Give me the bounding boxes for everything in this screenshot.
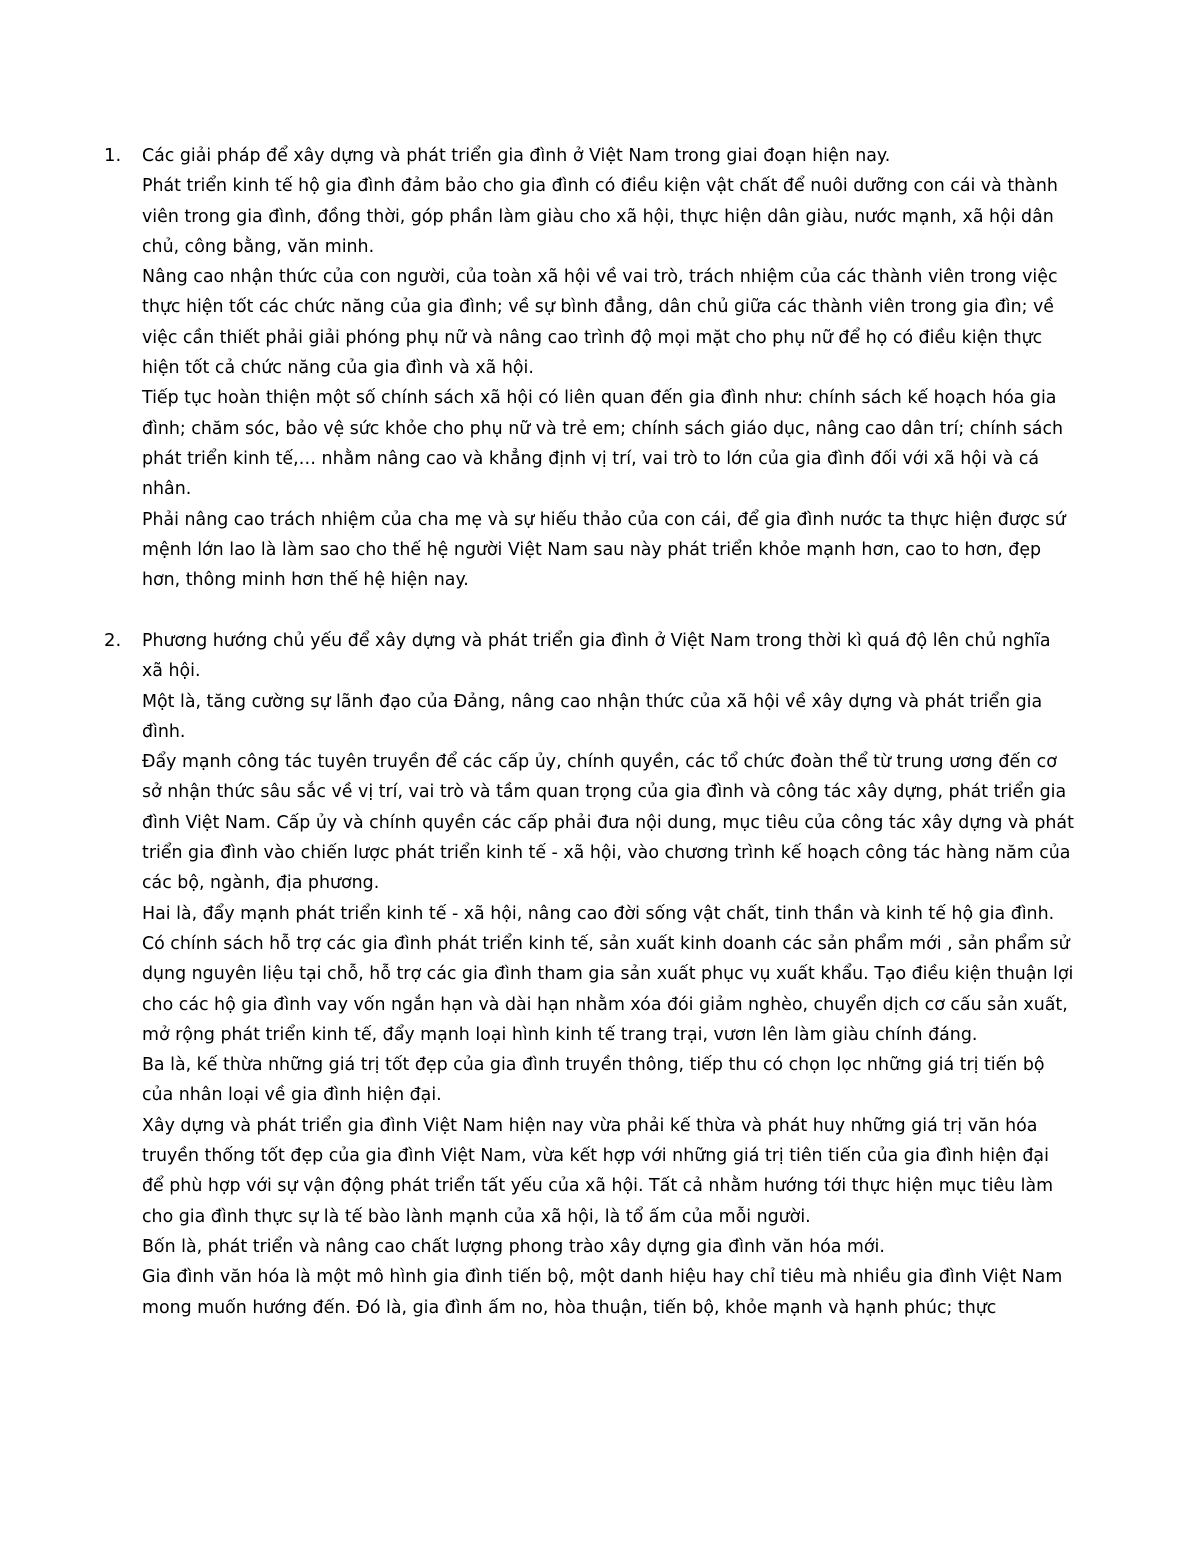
list-item-1 [104, 141, 1074, 595]
section-heading: Các giải pháp để xây dựng và phát triển gia đình ở Việt Nam trong giai đoạn hiện nay. [142, 146, 891, 166]
paragraph: Một là, tăng cường sự lãnh đạo của Đảng, nâng cao nhận thức của xã hội về xây dựng và phát triển gia đình. [142, 691, 1043, 742]
paragraph: Có chính sách hỗ trợ các gia đình phát triển kinh tế, sản xuất kinh doanh các sản phẩm mới , sản phẩm sử dụng nguyên liệu tại chỗ, hỗ trợ các gia đình tham gia sản xuất phục vụ xuất khẩu. Tạo điều kiện thuận lợi cho các hộ gia đình vay vốn ngắn hạn và dài hạn nhằm xóa đói giảm nghèo, chuyển dịch cơ cấu sản xuất, mở rộng phát triển kinh tế, đẩy mạnh loại hình kinh tế trang trại, vươn lên làm giàu chính đáng. [142, 933, 1074, 1045]
list-item-body [142, 141, 1074, 595]
paragraph: Phát triển kinh tế hộ gia đình đảm bảo cho gia đình có điều kiện vật chất để nuôi dưỡng con cái và thành viên trong gia đình, đồng thời, góp phần làm giàu cho xã hội, thực hiện dân giàu, nước mạnh, xã hội dân chủ, công bằng, văn minh. [142, 176, 1058, 257]
list-number: 1. [104, 145, 122, 166]
list-item-2 [104, 626, 1074, 1323]
paragraph: Ba là, kế thừa những giá trị tốt đẹp của gia đình truyền thông, tiếp thu có chọn lọc những giá trị tiến bộ của nhân loại về gia đình hiện đại. [142, 1055, 1045, 1106]
paragraph: Phải nâng cao trách nhiệm của cha mẹ và sự hiếu thảo của con cái, để gia đình nước ta thực hiện được sứ mệnh lớn lao là làm sao cho thế hệ người Việt Nam sau này phát triển khỏe mạnh hơn, cao to hơn, đẹp hơn, thông minh hơn thế hệ hiện nay. [142, 509, 1066, 591]
paragraph: Bốn là, phát triển và nâng cao chất lượng phong trào xây dựng gia đình văn hóa mới. [142, 1236, 885, 1257]
paragraph: Xây dựng và phát triển gia đình Việt Nam hiện nay vừa phải kế thừa và phát huy những giá trị văn hóa truyền thống tốt đẹp của gia đình Việt Nam, vừa kết hợp với những giá trị tiên tiến của gia đình hiện đại để phù hợp với sự vận động phát triển tất yếu của xã hội. Tất cả nhằm hướng tới thực hiện mục tiêu làm cho gia đình thực sự là tế bào lành mạnh của xã hội, là tổ ấm của mỗi người. [142, 1115, 1054, 1227]
paragraph: Gia đình văn hóa là một mô hình gia đình tiến bộ, một danh hiệu hay chỉ tiêu mà nhiều gia đình Việt Nam mong muốn hướng đến. Đó là, gia đình ấm no, hòa thuận, tiến bộ, khỏe mạnh và hạnh phúc; thực [142, 1267, 1063, 1318]
paragraph: Nâng cao nhận thức của con người, của toàn xã hội về vai trò, trách nhiệm của các thành viên trong việc thực hiện tốt các chức năng của gia đình; về sự bình đẳng, dân chủ giữa các thành viên trong gia đìn; về việc cần thiết phải giải phóng phụ nữ và nâng cao trình độ mọi mặt cho phụ nữ để họ có điều kiện thực hiện tốt cả chức năng của gia đình và xã hội. [142, 267, 1058, 379]
paragraph: Tiếp tục hoàn thiện một số chính sách xã hội có liên quan đến gia đình như: chính sách kế hoạch hóa gia đình; chăm sóc, bảo vệ sức khỏe cho phụ nữ và trẻ em; chính sách giáo dục, nâng cao dân trí; chính sách phát triển kinh tế,… nhằm nâng cao và khẳng định vị trí, vai trò to lớn của gia đình đối với xã hội và cá nhân. [142, 388, 1064, 500]
section-heading: Phương hướng chủ yếu để xây dựng và phát triển gia đình ở Việt Nam trong thời kì quá độ lên chủ nghĩa xã hội. [142, 631, 1051, 682]
list-item-body [142, 626, 1074, 1323]
paragraph: Đẩy mạnh công tác tuyên truyền để các cấp ủy, chính quyền, các tổ chức đoàn thể từ trung ương đến cơ sở nhận thức sâu sắc về vị trí, vai trò và tầm quan trọng của gia đình và công tác xây dựng, phát triển gia đình Việt Nam. Cấp ủy và chính quyền các cấp phải đưa nội dung, mục tiêu của công tác xây dựng và phát triển gia đình vào chiến lược phát triển kinh tế - xã hội, vào chương trình kế hoạch công tác hàng năm của các bộ, ngành, địa phương. [142, 752, 1074, 894]
paragraph: Hai là, đẩy mạnh phát triển kinh tế - xã hội, nâng cao đời sống vật chất, tinh thần và kinh tế hộ gia đình. [142, 903, 1055, 924]
list-number: 2. [104, 630, 122, 651]
